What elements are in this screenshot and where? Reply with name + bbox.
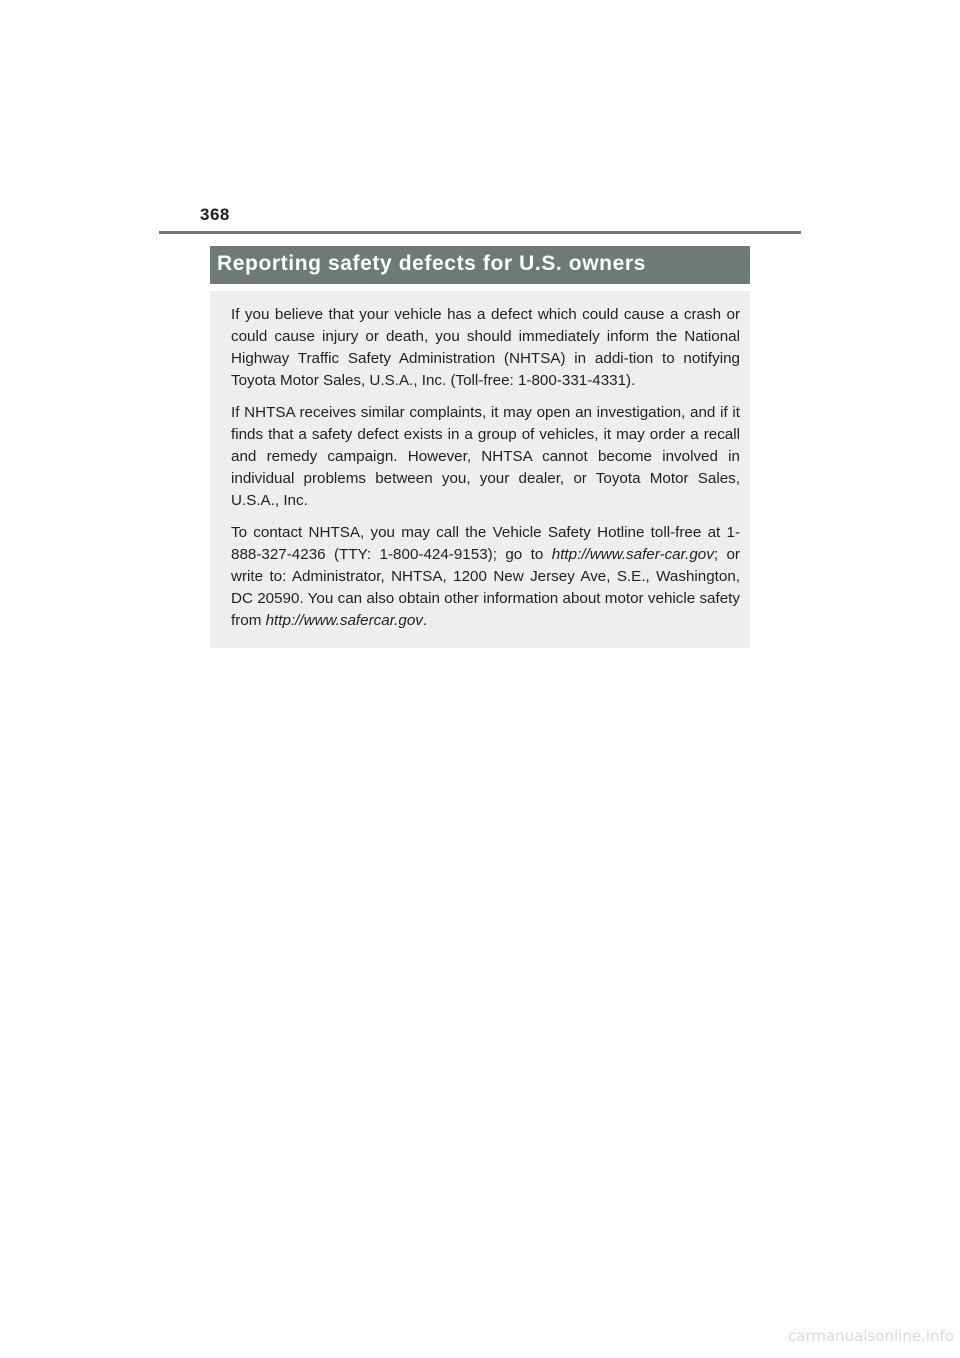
section-title: Reporting safety defects for U.S. owners	[217, 252, 646, 275]
contact-text-3: .	[422, 612, 428, 629]
content-box	[210, 291, 750, 648]
contact-text-2: ; or write to: Administrator, NHTSA, 1200 New Jersey Ave, S.E., Washington, DC 20590. You can also obtain other information about motor vehicle safety from	[231, 546, 740, 629]
page-number: 368	[200, 205, 230, 224]
paragraph-nhtsa-investigation: If NHTSA receives similar complaints, it may open an investigation, and if it finds that a safety defect exists in a group of vehicles, it may order a recall and remedy campaign. However, NHTSA cannot become involved in individual problems between you, your dealer, or Toyota Motor Sales, U.S.A., Inc.	[231, 404, 740, 509]
paragraph-contact-nhtsa	[231, 522, 740, 632]
section-banner	[210, 246, 750, 284]
contact-text-1: To contact NHTSA, you may call the Vehicle Safety Hotline toll-free at 1-888-327-4236 (TTY: 1-800-424-9153); go to	[231, 524, 740, 563]
safercar-link-1[interactable]: http://www.safer-car.gov	[551, 546, 714, 563]
header-divider	[159, 231, 801, 234]
paragraph-defect-report: If you believe that your vehicle has a defect which could cause a crash or could cause injury or death, you should immediately inform the National Highway Traffic Safety Administration (NHTSA) in addi-tion to notifying Toyota Motor Sales, U.S.A., Inc. (Toll-free: 1-800-331-4331).	[231, 306, 740, 389]
watermark: carmanualsonline.info	[788, 1327, 954, 1345]
safercar-link-2[interactable]: http://www.safercar.gov	[265, 612, 423, 629]
